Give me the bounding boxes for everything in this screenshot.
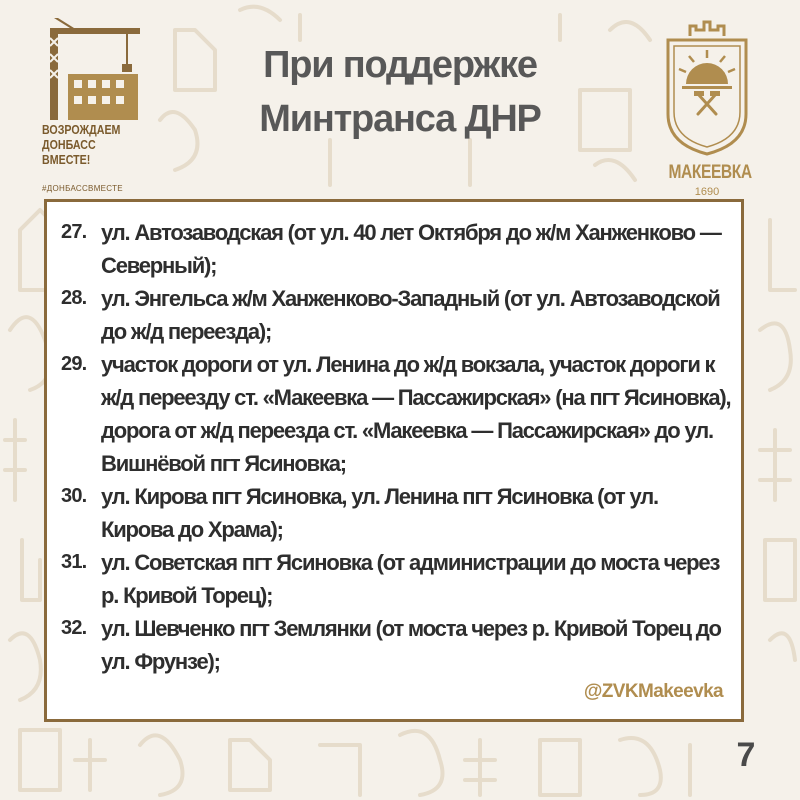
logo-hashtag: #ДОНБАССВМЕСТЕ [42,184,123,193]
list-item-number: 31. [61,551,87,573]
page-number: 7 [736,736,756,774]
coat-of-arms-icon [660,14,754,162]
social-handle: @ZVKMakeevka [583,681,723,702]
slogan-line-1: ВОЗРОЖДАЕМ [42,122,121,137]
logo-slogan [42,122,120,167]
donbass-logo [40,18,150,198]
list-item-text: ул. Автозаводская (от ул. 40 лет Октября до ж/м Ханженково — Северный); [101,220,721,278]
list-item-number: 32. [61,617,87,639]
page-title [180,38,620,146]
list-item-number: 27. [61,221,87,243]
list-item-text: ул. Шевченко пгт Землянки (от моста через р. Кривой Торец до ул. Фрунзе); [101,616,721,674]
title-line-1: При поддержке [263,44,537,86]
emblem-city-name: МАКЕЕВКА [668,162,752,183]
list-item [61,612,733,678]
list-item-number: 29. [61,353,87,375]
list-item [61,546,733,612]
list-item [61,348,733,480]
makeevka-emblem [660,14,754,198]
list-item-number: 30. [61,485,87,507]
emblem-year: 1690 [694,186,720,198]
road-list [61,216,733,678]
slogan-line-2: ДОНБАСС [42,137,96,152]
slogan-line-3: ВМЕСТЕ! [42,152,91,167]
list-item [61,216,733,282]
list-item [61,282,733,348]
road-list-panel [44,199,744,722]
list-item-number: 28. [61,287,87,309]
list-item-text: ул. Кирова пгт Ясиновка, ул. Ленина пгт Ясиновка (от ул. Кирова до Храма); [101,484,658,542]
list-item-text: ул. Энгельса ж/м Ханженково-Западный (от ул. Автозаводской до ж/д переезда); [101,286,720,344]
crane-icon [40,18,150,122]
list-item-text: ул. Советская пгт Ясиновка (от администрации до моста через р. Кривой Торец); [101,550,720,608]
list-item-text: участок дороги от ул. Ленина до ж/д вокзала, участок дороги к ж/д переезду ст. «Макеевка — Пассажирская» (на пгт Ясиновка), дорога от ж/д переезда ст. «Макеевка — Пассажирская» до ул. Вишнёвой пгт Ясиновка; [101,352,731,476]
list-item [61,480,733,546]
title-line-2: Минтранса ДНР [259,98,541,140]
